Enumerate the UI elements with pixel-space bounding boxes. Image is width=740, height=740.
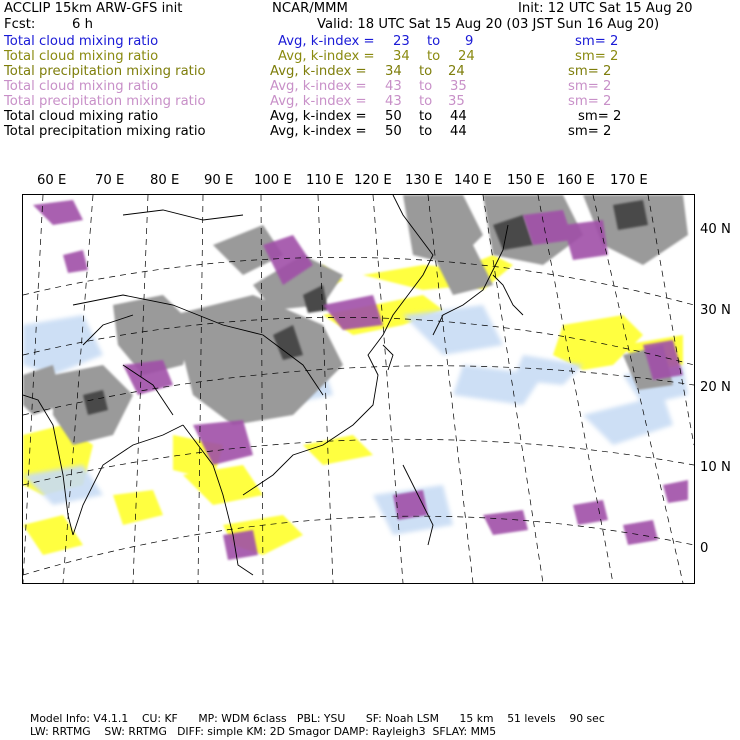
longitude-label: 80 E — [150, 173, 180, 188]
legend-field-name: Total cloud mixing ratio — [4, 34, 159, 49]
map-canvas — [23, 195, 694, 583]
legend-field-name: Total precipitation mixing ratio — [4, 94, 206, 109]
legend-smoothing: sm= 2 — [575, 49, 619, 64]
latitude-label: 10 N — [700, 460, 731, 475]
longitude-label: 100 E — [254, 173, 292, 188]
legend-k-from: 34 — [385, 64, 402, 79]
latitude-label: 40 N — [700, 222, 731, 237]
longitude-label: 70 E — [95, 173, 125, 188]
model-info-line2: LW: RRTMG SW: RRTMG DIFF: simple KM: 2D Smagor DAMP: Rayleigh3 SFLAY: MM5 — [30, 725, 497, 738]
legend-to-word: to — [419, 94, 433, 109]
legend-avg-label: Avg, k-index = — [278, 49, 375, 64]
legend-avg-label: Avg, k-index = — [270, 94, 367, 109]
legend-to-word: to — [427, 49, 441, 64]
forecast-hours: 6 h — [72, 17, 93, 32]
legend-k-to: 35 — [448, 94, 465, 109]
longitude-label: 150 E — [507, 173, 545, 188]
map-panel — [22, 194, 695, 584]
legend-field-name: Total precipitation mixing ratio — [4, 124, 206, 139]
forecast-label: Fcst: — [4, 17, 36, 32]
longitude-label: 140 E — [454, 173, 492, 188]
legend-k-from: 23 — [393, 34, 410, 49]
legend-to-word: to — [419, 109, 433, 124]
longitude-label: 90 E — [204, 173, 234, 188]
legend-k-to: 44 — [450, 124, 467, 139]
longitude-label: 60 E — [37, 173, 67, 188]
legend-smoothing: sm= 2 — [568, 124, 612, 139]
legend-k-to: 24 — [448, 64, 465, 79]
legend-k-from: 34 — [393, 49, 410, 64]
legend-avg-label: Avg, k-index = — [270, 79, 367, 94]
legend-smoothing: sm= 2 — [568, 94, 612, 109]
plot-title: ACCLIP 15km ARW-GFS init — [4, 1, 183, 16]
longitude-label: 110 E — [306, 173, 344, 188]
longitude-label: 160 E — [557, 173, 595, 188]
legend-field-name: Total cloud mixing ratio — [4, 79, 159, 94]
legend-k-to: 9 — [465, 34, 474, 49]
legend-k-to: 44 — [450, 109, 467, 124]
valid-time: Valid: 18 UTC Sat 15 Aug 20 (03 JST Sun 16 Aug 20) — [317, 17, 660, 32]
legend-avg-label: Avg, k-index = — [270, 64, 367, 79]
legend-k-from: 43 — [385, 94, 402, 109]
legend-to-word: to — [419, 124, 433, 139]
latitude-label: 30 N — [700, 303, 731, 318]
legend-k-to: 24 — [458, 49, 475, 64]
legend-field-name: Total cloud mixing ratio — [4, 109, 159, 124]
legend-smoothing: sm= 2 — [578, 109, 622, 124]
legend-smoothing: sm= 2 — [568, 79, 612, 94]
latitude-label: 20 N — [700, 380, 731, 395]
init-time: Init: 12 UTC Sat 15 Aug 20 — [518, 1, 693, 16]
legend-field-name: Total cloud mixing ratio — [4, 49, 159, 64]
longitude-label: 120 E — [354, 173, 392, 188]
legend-avg-label: Avg, k-index = — [270, 124, 367, 139]
latitude-line-40n — [23, 257, 694, 305]
latitude-line-0 — [23, 516, 694, 575]
legend-k-from: 43 — [385, 79, 402, 94]
legend-field-name: Total precipitation mixing ratio — [4, 64, 206, 79]
legend-k-to: 35 — [450, 79, 467, 94]
plot-source: NCAR/MMM — [272, 1, 348, 16]
longitude-label: 170 E — [610, 173, 648, 188]
legend-smoothing: sm= 2 — [575, 34, 619, 49]
japan-south — [493, 275, 523, 315]
legend-k-from: 50 — [385, 124, 402, 139]
legend-to-word: to — [419, 79, 433, 94]
border-north — [123, 210, 243, 220]
latitude-label: 0 — [700, 541, 709, 556]
longitude-label: 130 E — [405, 173, 443, 188]
legend-k-from: 50 — [385, 109, 402, 124]
legend-smoothing: sm= 2 — [568, 64, 612, 79]
legend-avg-label: Avg, k-index = — [270, 109, 367, 124]
legend-avg-label: Avg, k-index = — [278, 34, 375, 49]
legend-to-word: to — [427, 34, 441, 49]
model-info-line1: Model Info: V4.1.1 CU: KF MP: WDM 6class PBL: YSU SF: Noah LSM 15 km 51 levels 90 sec — [30, 712, 605, 725]
legend-to-word: to — [419, 64, 433, 79]
